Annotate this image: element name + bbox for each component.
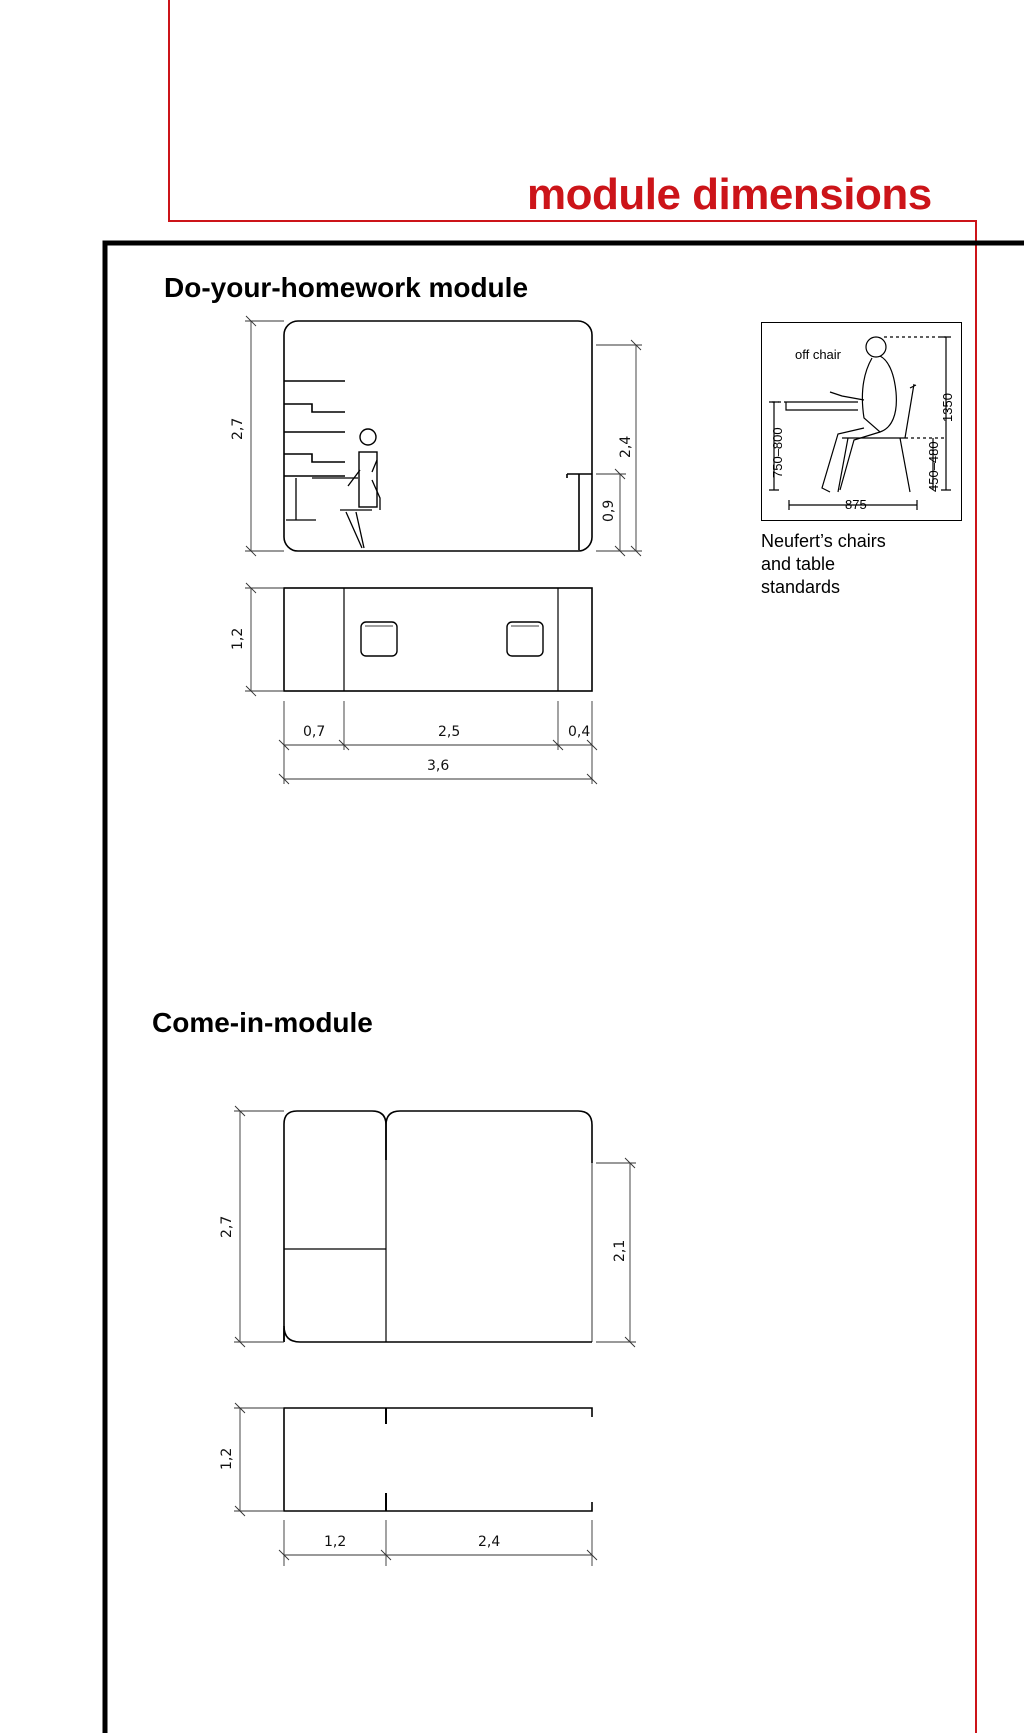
ref-label-depth: 875 bbox=[845, 497, 867, 512]
come-in-seg-1: 1,2 bbox=[324, 1534, 347, 1550]
homework-seg-3: 0,4 bbox=[568, 724, 591, 740]
come-in-section-dims bbox=[234, 1106, 636, 1347]
neufert-reference-box bbox=[761, 322, 962, 521]
homework-height-upper: 2,4 bbox=[618, 435, 634, 458]
homework-seg-2: 2,5 bbox=[438, 724, 461, 740]
homework-plan-view bbox=[284, 588, 592, 691]
homework-depth: 1,2 bbox=[230, 627, 246, 650]
come-in-height-door: 2,1 bbox=[612, 1239, 628, 1262]
homework-height-table: 0,9 bbox=[601, 499, 617, 522]
caption-line-2: and table bbox=[761, 554, 836, 574]
header-frame-line bbox=[169, 0, 976, 1733]
ref-label-table-height: 750–800 bbox=[770, 427, 785, 478]
come-in-seg-2: 2,4 bbox=[478, 1534, 501, 1550]
come-in-plan-dims bbox=[234, 1403, 597, 1566]
caption-line-1: Neufert’s chairs bbox=[761, 531, 886, 551]
come-in-depth: 1,2 bbox=[219, 1447, 235, 1470]
homework-seg-1: 0,7 bbox=[303, 724, 326, 740]
come-in-plan-view bbox=[284, 1408, 592, 1511]
come-in-module-title: Come-in-module bbox=[152, 1007, 373, 1038]
neufert-caption bbox=[761, 530, 931, 599]
homework-section-view bbox=[284, 321, 592, 551]
ref-label-seat-height: 450–480 bbox=[926, 441, 941, 492]
homework-module-title: Do-your-homework module bbox=[164, 272, 529, 303]
homework-length-total: 3,6 bbox=[427, 758, 450, 774]
homework-plan-dims bbox=[245, 583, 597, 784]
come-in-height-total: 2,7 bbox=[219, 1215, 235, 1238]
page-title: module dimensions bbox=[527, 170, 932, 219]
homework-height-total: 2,7 bbox=[230, 417, 246, 440]
ref-label-total-height: 1350 bbox=[940, 393, 955, 422]
caption-line-3: standards bbox=[761, 577, 841, 597]
come-in-section-view bbox=[284, 1111, 592, 1342]
ref-label-top: off chair bbox=[795, 347, 842, 362]
